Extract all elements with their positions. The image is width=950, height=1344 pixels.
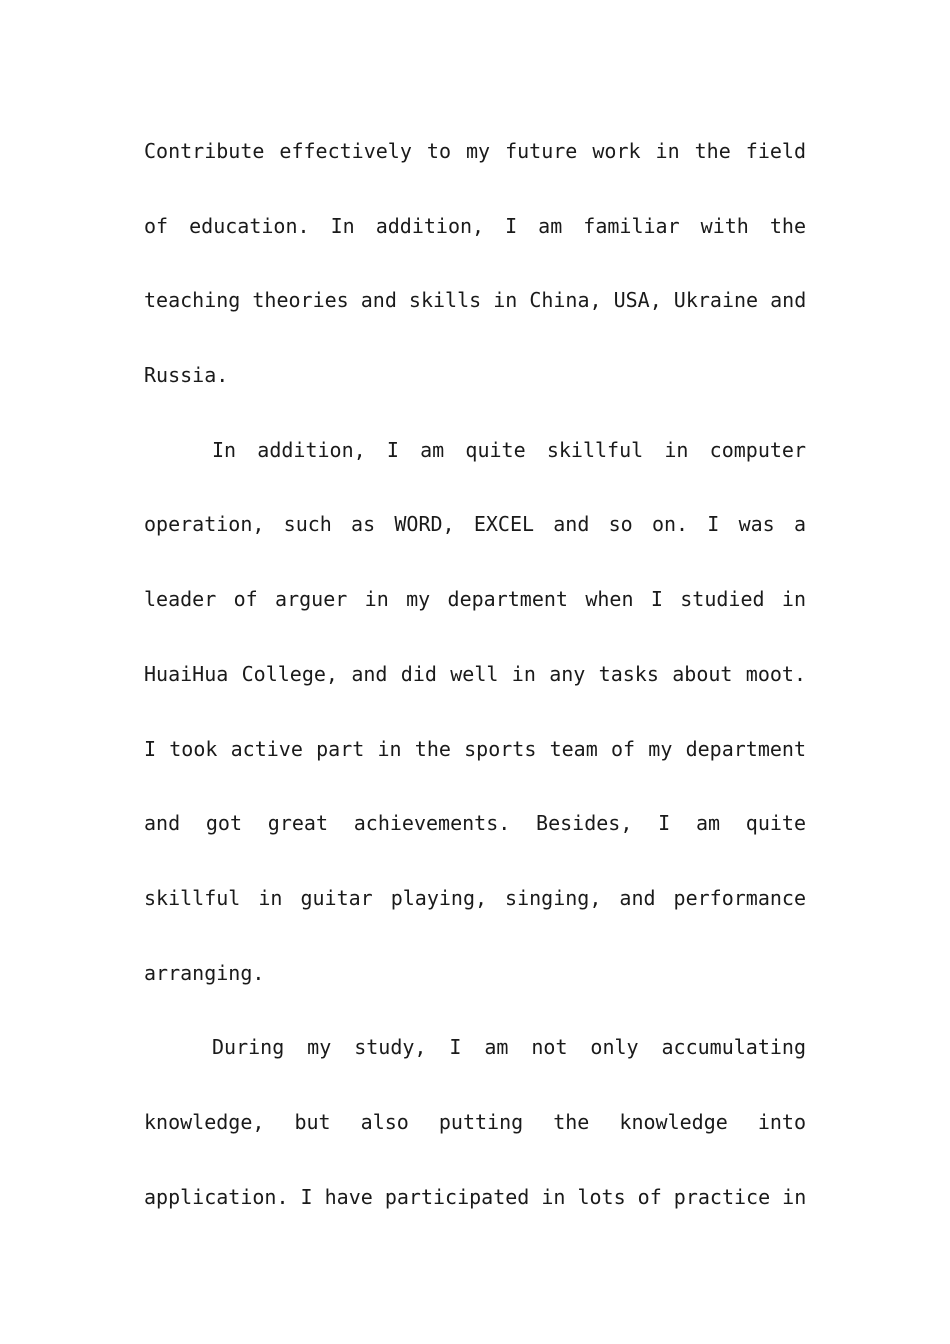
- text-line: During my study, I am not only accumulating: [212, 1035, 806, 1060]
- text-line: application. I have participated in lots of practice in: [144, 1184, 806, 1209]
- text-line: In addition, I am quite skillful in computer: [212, 437, 806, 462]
- text-line: of education. In addition, I am familiar with the: [144, 213, 806, 238]
- text-line: and got great achievements. Besides, I am quite: [144, 811, 806, 836]
- text-line: Russia.: [144, 363, 229, 388]
- text-line: skillful in guitar playing, singing, and performance: [144, 885, 806, 910]
- document-body: [144, 133, 806, 1253]
- text-line: leader of arguer in my department when I studied in: [144, 587, 806, 612]
- text-line: HuaiHua College, and did well in any tasks about moot.: [144, 661, 806, 686]
- text-line: operation, such as WORD, EXCEL and so on. I was a: [144, 512, 806, 537]
- text-line: knowledge, but also putting the knowledge into: [144, 1109, 806, 1134]
- text-line: arranging.: [144, 960, 265, 985]
- text-line: teaching theories and skills in China, USA, Ukraine and: [144, 288, 806, 313]
- text-line: I took active part in the sports team of my department: [144, 736, 806, 761]
- text-line: Contribute effectively to my future work in the field: [144, 139, 806, 163]
